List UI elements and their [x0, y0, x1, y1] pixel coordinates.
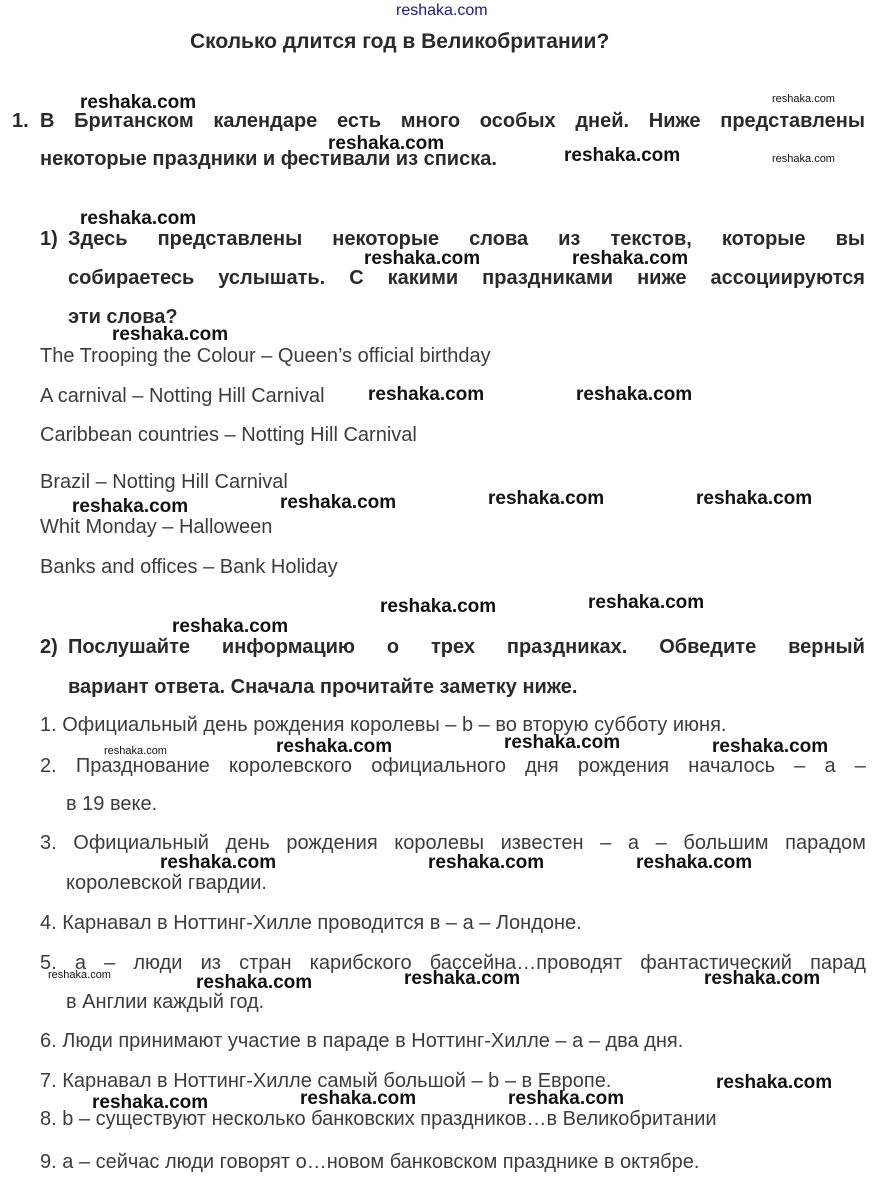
answer-item-continuation: королевской гвардии.: [66, 872, 267, 894]
watermark: reshaka.com: [696, 488, 813, 509]
list-item: Caribbean countries – Notting Hill Carnival: [40, 424, 417, 446]
watermark: reshaka.com: [428, 852, 545, 873]
watermark: reshaka.com: [364, 248, 481, 269]
watermark: reshaka.com: [772, 153, 835, 165]
watermark: reshaka.com: [160, 852, 277, 873]
watermark: reshaka.com: [300, 1088, 417, 1109]
watermark: reshaka.com: [504, 732, 621, 753]
answer-item: 2. Празднование королевского официального дня рождения началось – а –: [40, 755, 866, 777]
watermark: reshaka.com: [72, 496, 189, 517]
watermark: reshaka.com: [280, 492, 397, 513]
watermark: reshaka.com: [572, 248, 689, 269]
task-text-line-1: В Британском календаре есть много особых дней. Ниже представлены: [40, 110, 865, 132]
watermark: reshaka.com: [716, 1072, 833, 1093]
list-item: The Trooping the Colour – Queen’s official birthday: [40, 345, 491, 367]
subtask-1-line-2: собираетесь услышать. С какими праздниками ниже ассоциируются: [68, 267, 865, 289]
watermark: reshaka.com: [48, 969, 111, 981]
watermark: reshaka.com: [712, 736, 829, 757]
list-item: Whit Monday – Halloween: [40, 516, 273, 538]
subtask-1-line-3: эти слова?: [68, 306, 178, 328]
answer-item: 7. Карнавал в Ноттинг-Хилле самый большой – b – в Европе.: [40, 1070, 612, 1092]
answer-item: 3. Официальный день рождения королевы известен – а – большим парадом: [40, 832, 866, 854]
watermark: reshaka.com: [80, 208, 197, 229]
subtask-2-line-2: вариант ответа. Сначала прочитайте заметку ниже.: [68, 676, 578, 698]
watermark: reshaka.com: [368, 384, 485, 405]
subtask-1-number: 1): [40, 228, 58, 250]
watermark: reshaka.com: [404, 968, 521, 989]
task-number: 1.: [12, 110, 29, 132]
answer-item: 5. а – люди из стран карибского бассейна…проводят фантастический парад: [40, 952, 866, 974]
answer-item: 1. Официальный день рождения королевы – b – во вторую субботу июня.: [40, 714, 727, 736]
watermark: reshaka.com: [276, 736, 393, 757]
subtask-1-line-1: Здесь представлены некоторые слова из текстов, которые вы: [68, 228, 865, 250]
answer-item: 6. Люди принимают участие в параде в Ноттинг-Хилле – а – два дня.: [40, 1030, 684, 1052]
list-item: Brazil – Notting Hill Carnival: [40, 471, 288, 493]
watermark: reshaka.com: [112, 324, 229, 345]
watermark: reshaka.com: [576, 384, 693, 405]
page-title: Сколько длится год в Великобритании?: [190, 30, 610, 53]
watermark: reshaka.com: [380, 596, 497, 617]
watermark: reshaka.com: [92, 1092, 209, 1113]
watermark: reshaka.com: [488, 488, 605, 509]
answer-item-continuation: в Англии каждый год.: [66, 991, 265, 1013]
answer-item: 4. Карнавал в Ноттинг-Хилле проводится в – а – Лондоне.: [40, 912, 582, 934]
watermark: reshaka.com: [564, 145, 681, 166]
answer-item: 8. b – существуют несколько банковских праздников…в Великобритании: [40, 1108, 717, 1130]
watermark: reshaka.com: [172, 616, 289, 637]
watermark: reshaka.com: [588, 592, 705, 613]
watermark: reshaka.com: [704, 968, 821, 989]
subtask-2-line-1: Послушайте информацию о трех праздниках. Обведите верный: [68, 636, 865, 658]
list-item: A carnival – Notting Hill Carnival: [40, 385, 325, 407]
watermark: reshaka.com: [104, 745, 167, 757]
watermark: reshaka.com: [328, 133, 445, 154]
watermark: reshaka.com: [80, 92, 197, 113]
site-watermark-top: reshaka.com: [396, 2, 488, 19]
watermark: reshaka.com: [636, 852, 753, 873]
list-item: Banks and offices – Bank Holiday: [40, 556, 338, 578]
task-text-line-2: некоторые праздники и фестивали из списка.: [40, 148, 497, 170]
answer-item-continuation: в 19 веке.: [66, 793, 158, 815]
watermark: reshaka.com: [508, 1088, 625, 1109]
subtask-2-number: 2): [40, 636, 58, 658]
watermark: reshaka.com: [772, 93, 835, 105]
watermark: reshaka.com: [196, 972, 313, 993]
answer-item: 9. а – сейчас люди говорят о…новом банковском празднике в октябре.: [40, 1151, 700, 1173]
